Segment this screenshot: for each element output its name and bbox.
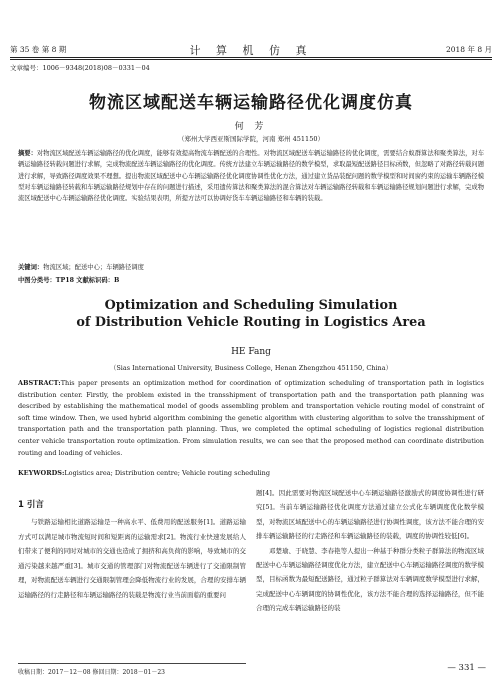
keywords-cn-label: 关键词：: [18, 264, 44, 271]
title-chinese: 物流区域配送车辆运输路径优化调度仿真: [89, 93, 413, 113]
title-en-line2: of Distribution Vehicle Routing in Logistics Area: [76, 315, 426, 330]
title-en-line1: Optimization and Scheduling Simulation: [104, 298, 398, 313]
body-column-right: [256, 486, 484, 616]
keywords-chinese: [18, 262, 144, 271]
footnote-rule: [18, 663, 246, 664]
paragraph: 邓楚瑜、于晓慧、李春艳等人提出一种基于种群分类粒子群算法的物流区域配送中心车辆运输路径调度优化方法，建立配送中心车辆运输路径调度的数学模型，目标函数为最短配送路径，通过粒子群算法对车辆调度数学模型进行求解，完成配送中心车辆调度的协调性优化，该方法不能合理的选择运输路径，但不能合理的完成车辆运输路径的装: [256, 546, 484, 613]
issue-date: 2018 年 8 月: [445, 45, 492, 54]
abstract-cn-label: 摘要：: [18, 150, 37, 157]
author-english: HE Fang: [231, 347, 271, 357]
abstract-chinese: [18, 148, 484, 204]
page-number: — 331 —: [447, 663, 486, 673]
header-rule-thick: [10, 57, 492, 58]
journal-name: 计 算 机 仿 真: [189, 44, 313, 57]
abstract-en-label: ABSTRACT:: [18, 379, 61, 387]
header-rule-thin: [10, 59, 492, 60]
abstract-english: [18, 378, 484, 459]
title-english: [0, 297, 502, 331]
affiliation-chinese: （郑州大学西亚斯国际学院，河南 郑州 451150）: [178, 135, 324, 143]
keywords-en-text: Logistics area; Distribution centre; Vehicle routing scheduling: [64, 469, 270, 477]
paragraph: 与铁路运输相比道路运输是一种高水平、低费用的配送服务[1]。道路运输方式可以满足城市物流短时间和短距离的运输需求[2]。物流行业快速发展给人们带来了便利的同时对城市的交通也造成了拥挤和高负荷的影响，导致城市的交通污染越来越严重[3]。城市交通的管理部门对物流配送车辆进行了交通限制管理，对物流配送车辆进行交通限制管理会降低物流行业的发展，合理的安排车辆运输路径的行走路径和车辆运输路径的装载是物流行业当前面临的重要问: [18, 518, 246, 599]
running-header: [10, 42, 492, 56]
paragraph: 题[4]。因此需要对物流区域配送中心车辆运输路径激励式的调度协调性进行研究[5]。当前车辆运输路径优化调度方法通过建立公式化车辆调度优化数学模型，对物流区域配送中心的车辆运输路径进行协调性调度，该方法不能合理的安排车辆运输路径的行走路径和车辆运输路径的装载，调度的协调性较低[6]。: [256, 489, 484, 541]
keywords-en-label: KEYWORDS:: [18, 469, 65, 477]
author-chinese: 何 芳: [234, 122, 268, 132]
affiliation-english: （Sias International University, Business College, Henan Zhengzhou 451150, China）: [109, 364, 393, 372]
keywords-english: [18, 469, 270, 477]
classification-chinese: 中图分类号：TP18 文献标识码：B: [18, 277, 120, 284]
body-column-left: [18, 515, 246, 602]
keywords-cn-text: 物流区域；配送中心；车辆路径调度: [43, 264, 144, 271]
section-heading-introduction: 1 引言: [18, 500, 44, 510]
footnote-dates: 收稿日期：2017－12－08 修回日期：2018－01－23: [18, 669, 165, 676]
article-number: 文章编号：1006－9348(2018)08－0331－04: [10, 64, 150, 72]
abstract-en-text: This paper presents an optimization method for coordination of optimization scheduling of transportation path in logistics distribution center. Firstly, the problem existed in the transshipment of transportation path and the transportation path planning was described by establishing the mathematical model of goods assembling problem and transportation vehicle routing model of constraint of soft time window. Then, we used hybrid algorithm combining the genetic algorithm with clustering algorithm to solve the transshipment of transportation path and the transportation path planning. Thus, we completed the optimal scheduling of logistics regional distribution center vehicle transportation route optimization. From simulation results, we can see that the proposed method can coordinate distribution routing and loading of vehicles.: [18, 379, 484, 457]
abstract-cn-text: 对物流区域配送车辆运输路径的优化调度，能够有效提高物流车辆配送的合理性。对物流区域配送车辆运输路径的优化调度，需要结合蚁群算法和聚类算法，对车辆运输路径转载问题进行求解，完成物流配送车辆运输路径的优化调度。传统方法建立车辆运输路径的数学模型，求取最短配送路径目标函数，但忽略了对路径转载问题进行求解，导致路径调度效果不理想。提出物流区域配送中心车辆运输路径优化调度协调性优化方法，通过建立货品装配问题的数学模型和时间窗约束的运输车辆路径模型对车辆运输路径转载和车辆运输路径规划中存在的问题进行描述，采用遗传算法和聚类算法的混合算法对车辆运输路径转载和车辆运输路径规划问题进行求解，完成物流区域配送中心车辆运输路径优化调度。实验结果表明，所提方法可以协调好货车车辆运输路径和车辆的装载。: [18, 150, 485, 203]
journal-volume: 第 35 卷 第 8 期: [10, 45, 67, 54]
